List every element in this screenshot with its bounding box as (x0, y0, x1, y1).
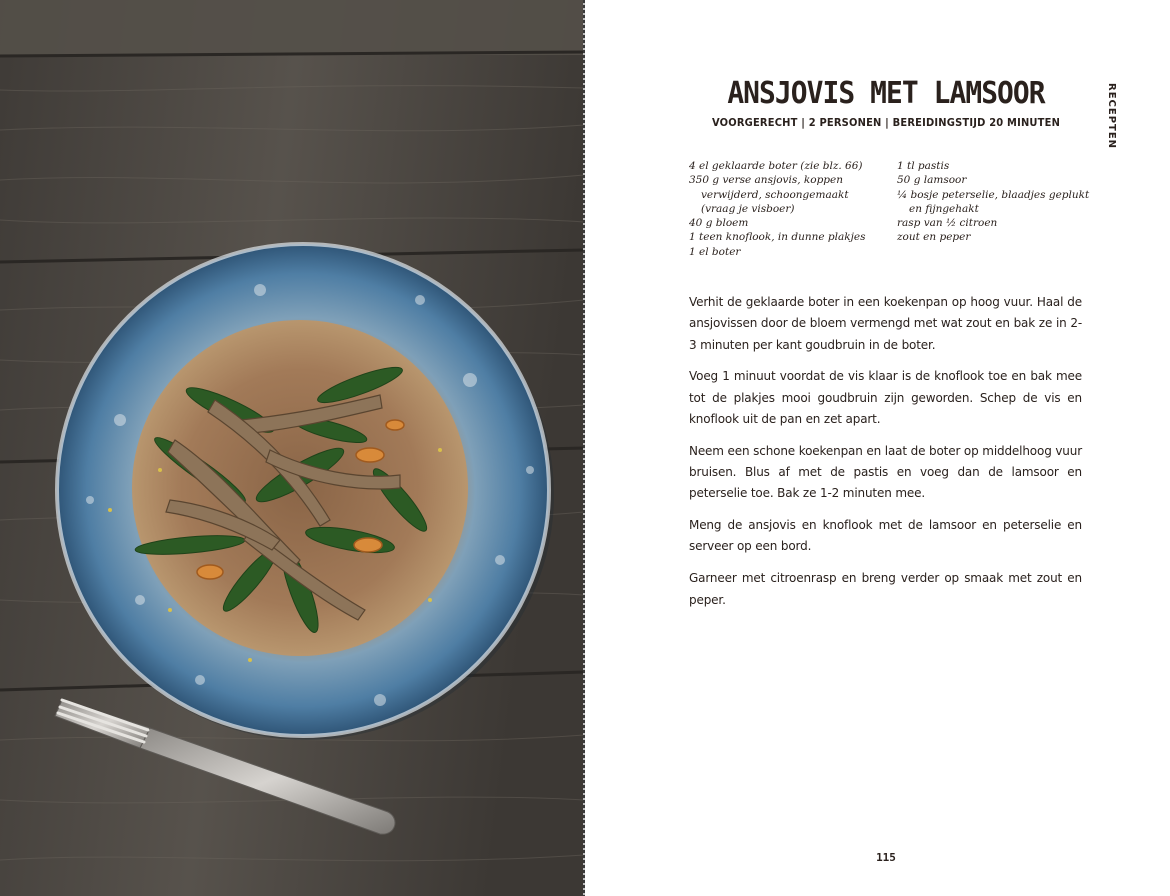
ingredient-item: 1 tl pastis (897, 160, 950, 172)
food-photo-illustration (0, 0, 584, 896)
ingredient-item: verwijderd, schoongemaakt (701, 188, 849, 201)
ingredient-item: 1 teen knoflook, in dunne plakjes (689, 231, 866, 244)
page-number: 115 (876, 851, 896, 864)
recipe-title: ANSJOVIS MET LAMSOOR (727, 76, 1045, 111)
page-gutter (583, 0, 585, 896)
method-step: Verhit de geklaarde boter in een koekenpan op hoog vuur. Haal de ansjovissen door de bloem vermengd met wat zout en bak ze in 2-3 minuten per kant goudbruin in de boter. (689, 295, 1082, 352)
method-step: Garneer met citroenrasp en breng verder op smaak met zout en peper. (689, 571, 1082, 607)
method-step: Meng de ansjovis en knoflook met de lamsoor en peterselie en serveer op een bord. (689, 518, 1082, 554)
ingredient-item: (vraag je visboer) (701, 202, 795, 215)
ingredient-item: zout en peper (897, 231, 971, 244)
method-step: Voeg 1 minuut voordat de vis klaar is de knoflook toe en bak mee tot de plakjes mooi goudbruin zijn geworden. Schep de vis en knoflook uit de pan en zet apart. (689, 369, 1082, 426)
recipe-page (586, 0, 1170, 896)
ingredient-item: ¼ bosje peterselie, blaadjes geplukt (897, 188, 1090, 201)
ingredients-list-left (689, 159, 889, 259)
recipe-photo (0, 0, 584, 896)
method-step: Neem een schone koekenpan en laat de boter op middelhoog vuur bruisen. Blus af met de pastis en voeg dan de lamsoor en peterselie toe. Bak ze 1-2 minuten mee. (689, 443, 1082, 501)
ingredient-item: 40 g bloem (689, 217, 749, 230)
ingredient-item: 350 g verse ansjovis, koppen (689, 174, 843, 187)
recipe-subtitle: VOORGERECHT | 2 PERSONEN | BEREIDINGSTIJD 20 MINUTEN (711, 116, 1061, 129)
ingredients-list-right (897, 159, 1097, 245)
ingredient-item: 50 g lamsoor (897, 174, 967, 187)
ingredient-item: rasp van ½ citroen (897, 217, 998, 230)
ingredient-item: en fijngehakt (909, 202, 979, 215)
method-text (689, 292, 1082, 621)
section-tab: RECEPTEN (1106, 83, 1117, 150)
ingredient-item: 1 el boter (689, 245, 741, 258)
ingredient-item: 4 el geklaarde boter (zie blz. 66) (689, 160, 863, 172)
